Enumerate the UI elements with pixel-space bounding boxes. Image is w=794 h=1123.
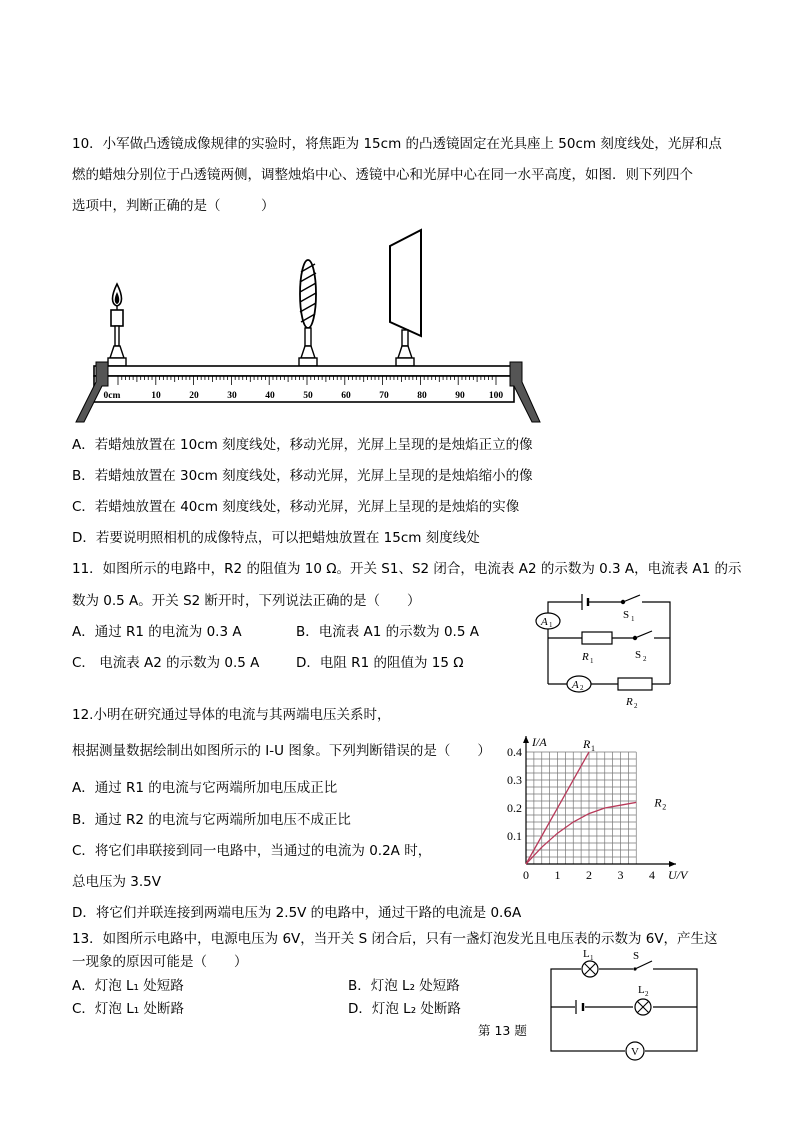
q13-stem-line-1: 13．如图所示电路中，电源电压为 6V，当开关 S 闭合后，只有一盏灯泡发光且电压表的示数为 6V，产生这: [72, 931, 718, 947]
q10-option-b: B．若蜡烛放置在 30cm 刻度线处，移动光屏，光屏上呈现的是烛焰缩小的像: [72, 468, 533, 484]
x-tick-label: 1: [554, 868, 561, 882]
q10-option-d: D．若要说明照相机的成像特点，可以把蜡烛放置在 15cm 刻度线处: [72, 530, 480, 546]
chart-axes: [523, 736, 676, 867]
scale-label-50: 50: [303, 391, 313, 401]
q11-option-d: D．电阻 R1 的阻值为 15 Ω: [296, 655, 464, 671]
scale-label-70: 70: [379, 391, 389, 401]
y-tick-label: 0.2: [507, 801, 522, 815]
r1-label-sub: 1: [590, 657, 594, 665]
q12-stem-line-1: 12.小明在研究通过导体的电流与其两端电压关系时，: [72, 707, 391, 723]
l1-label: L: [583, 948, 590, 960]
q11-stem-line-1: 11．如图所示的电路中，R2 的阻值为 10 Ω。开关 S1、S2 闭合，电流表 A2 的示数为 0.3 A，电流表 A1 的示: [72, 561, 742, 577]
x-axis-arrow: [669, 861, 676, 867]
q12-option-c-line-2: 总电压为 3.5V: [72, 874, 161, 890]
ammeter-a1: [536, 613, 560, 629]
s2-label: S: [635, 649, 642, 661]
candle: [108, 284, 126, 366]
y-tick-label: 0.3: [507, 773, 522, 787]
q13-option-c: C．灯泡 L₁ 处断路: [72, 1001, 184, 1017]
x-tick-label: 3: [617, 868, 624, 882]
lamp-l2: [635, 984, 651, 1015]
bench-rail: [76, 362, 540, 422]
l1-label-sub: 1: [590, 954, 594, 962]
q12-option-a: A．通过 R1 的电流与它两端所加电压成正比: [72, 780, 338, 796]
a2-label-sub: 2: [580, 684, 584, 692]
s2-label-sub: 2: [643, 655, 647, 663]
q10-option-a: A．若蜡烛放置在 10cm 刻度线处，移动光屏，光屏上呈现的是烛焰正立的像: [72, 437, 533, 453]
q12-option-c-line-1: C．将它们串联接到同一电路中，当通过的电流为 0.2A 时，: [72, 843, 432, 859]
voltmeter: [626, 1042, 644, 1060]
a1-label: A: [541, 616, 548, 628]
q13-circuit-figure: [545, 945, 705, 1065]
q10-stem-line-1: 10．小军做凸透镜成像规律的实验时，将焦距为 15cm 的凸透镜固定在光具座上 50cm 刻度线处，光屏和点: [72, 136, 722, 152]
lamp-l1: [582, 948, 598, 977]
y-tick-label: 0.4: [507, 745, 522, 759]
q13-option-d: D．灯泡 L₂ 处断路: [348, 1001, 461, 1017]
q11-stem-line-2: 数为 0.5 A。开关 S2 断开时，下列说法正确的是（ ）: [72, 593, 421, 609]
scale-label-20: 20: [189, 391, 199, 401]
q12-option-b: B．通过 R2 的电流与它两端所加电压不成正比: [72, 812, 351, 828]
r1-label: R: [582, 651, 589, 663]
scale-label-0: 0cm: [103, 391, 121, 401]
x-tick-label: 2: [586, 868, 592, 882]
scale-label-10: 10: [151, 391, 161, 401]
l2-label: L: [638, 984, 645, 996]
light-screen: [390, 230, 421, 366]
scale-label-100: 100: [488, 391, 504, 401]
x-tick-label: 0: [523, 868, 529, 882]
scale-label-30: 30: [227, 391, 237, 401]
scale-label-40: 40: [265, 391, 275, 401]
q13-figure-caption: 第 13 题: [478, 1023, 527, 1038]
q13-stem-line-2: 一现象的原因可能是（ ）: [72, 954, 248, 970]
q13-option-a: A．灯泡 L₁ 处短路: [72, 978, 184, 994]
l2-label-sub: 2: [645, 990, 649, 998]
a2-label: A: [572, 679, 579, 691]
r2-label: R: [626, 696, 633, 708]
q10-stem-line-3: 选项中，判断正确的是（ ）: [72, 198, 275, 214]
series-label-sub-r1: 1: [591, 744, 595, 753]
x-tick-label: 4: [649, 868, 655, 882]
series-label-r2: R: [654, 795, 662, 810]
s1-label-sub: 1: [631, 615, 635, 623]
q12-option-d: D．将它们并联连接到两端电压为 2.5V 的电路中，通过干路的电流是 0.6A: [72, 905, 522, 921]
scale-label-80: 80: [417, 391, 427, 401]
chart-series: [526, 737, 666, 864]
r2-label-sub: 2: [634, 702, 638, 710]
q11-option-b: B．电流表 A1 的示数为 0.5 A: [296, 624, 479, 640]
s1-label: S: [623, 609, 630, 621]
a1-label-sub: 1: [549, 621, 553, 629]
x-axis-label: U/V: [668, 868, 688, 882]
q11-circuit-figure: [530, 590, 710, 715]
q11-option-a: A．通过 R1 的电流为 0.3 A: [72, 624, 242, 640]
scale-label-90: 90: [455, 391, 465, 401]
convex-lens: [299, 260, 317, 366]
series-label-r1: R: [583, 737, 591, 751]
q10-stem-line-2: 燃的蜡烛分别位于凸透镜两侧，调整烛焰中心、透镜中心和光屏中心在同一水平高度，如图．则下列四个: [72, 167, 693, 183]
ammeter-a2: [567, 676, 591, 692]
q13-option-b: B．灯泡 L₂ 处短路: [348, 978, 460, 994]
iu-graph: [500, 730, 710, 890]
q12-stem-line-2: 根据测量数据绘制出如图所示的 I-U 图象。下列判断错误的是（ ）: [72, 743, 491, 759]
series-label-sub-r2: 2: [662, 802, 667, 812]
v-label: V: [631, 1046, 639, 1058]
q10-option-c: C．若蜡烛放置在 40cm 刻度线处，移动光屏，光屏上呈现的是烛焰的实像: [72, 499, 520, 515]
q11-option-c: C． 电流表 A2 的示数为 0.5 A: [72, 655, 260, 671]
s-label: S: [633, 950, 640, 962]
y-axis-label: I/A: [532, 735, 547, 749]
y-tick-label: 0.1: [507, 829, 522, 843]
scale-label-60: 60: [341, 391, 351, 401]
y-axis-arrow: [523, 736, 529, 743]
optical-bench-figure: [74, 226, 544, 426]
